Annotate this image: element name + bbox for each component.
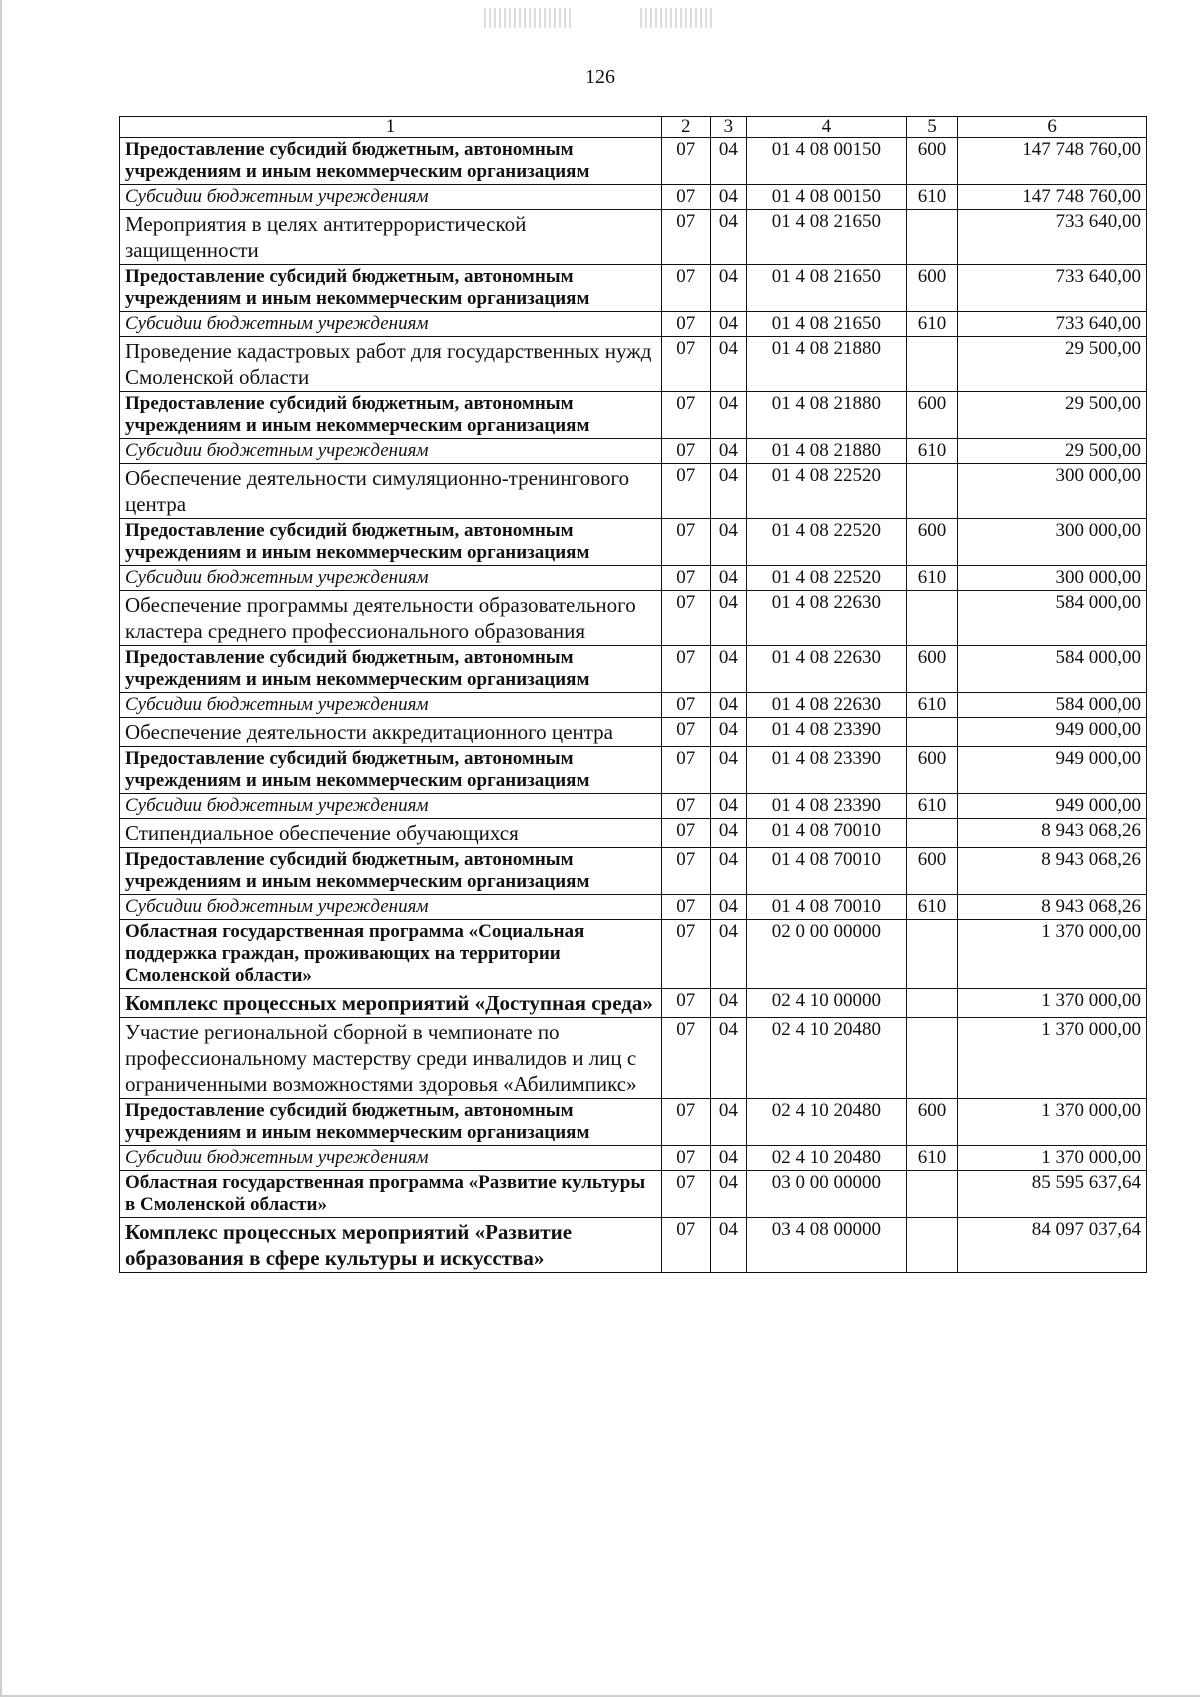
section-code-cell: 07 [662,1218,710,1273]
amount-cell: 949 000,00 [958,794,1147,819]
target-article-cell: 02 4 10 20480 [747,1018,906,1099]
subsection-code-cell: 04 [710,1018,747,1099]
row-name-cell: Участие региональной сборной в чемпионате по профессиональному мастерству среди инвалидов и лиц с ограниченными возможностями здоровья «Абилимпикс» [120,1018,662,1099]
expense-type-cell [906,989,958,1018]
target-article-cell: 01 4 08 22630 [747,646,906,693]
target-article-cell: 02 0 00 00000 [747,920,906,989]
target-article-cell: 01 4 08 22630 [747,591,906,646]
expense-type-cell [906,210,958,265]
section-code-cell: 07 [662,138,710,185]
scan-edge-left [0,0,2,1697]
target-article-cell: 02 4 10 20480 [747,1099,906,1146]
table-row [120,1218,1147,1273]
amount-cell: 1 370 000,00 [958,1099,1147,1146]
table-row [120,138,1147,185]
stamp-mark-left [484,8,574,28]
amount-cell: 29 500,00 [958,439,1147,464]
table-row [120,392,1147,439]
header-col-5: 5 [906,117,958,138]
target-article-cell: 03 4 08 00000 [747,1218,906,1273]
target-article-cell: 01 4 08 22520 [747,519,906,566]
section-code-cell: 07 [662,210,710,265]
target-article-cell: 01 4 08 00150 [747,185,906,210]
expense-type-cell [906,819,958,848]
expense-type-cell: 600 [906,392,958,439]
target-article-cell: 02 4 10 20480 [747,1146,906,1171]
table-row [120,337,1147,392]
target-article-cell: 01 4 08 70010 [747,895,906,920]
table-row [120,1099,1147,1146]
row-name-cell: Субсидии бюджетным учреждениям [120,1146,662,1171]
row-name-cell: Предоставление субсидий бюджетным, автономным учреждениям и иным некоммерческим организациям [120,392,662,439]
amount-cell: 584 000,00 [958,591,1147,646]
header-col-2: 2 [662,117,710,138]
expense-type-cell: 610 [906,693,958,718]
section-code-cell: 07 [662,819,710,848]
section-code-cell: 07 [662,591,710,646]
amount-cell: 1 370 000,00 [958,1018,1147,1099]
table-row [120,819,1147,848]
expense-type-cell [906,464,958,519]
table-row [120,989,1147,1018]
section-code-cell: 07 [662,794,710,819]
row-name-cell: Предоставление субсидий бюджетным, автономным учреждениям и иным некоммерческим организациям [120,265,662,312]
subsection-code-cell: 04 [710,895,747,920]
target-article-cell: 01 4 08 70010 [747,848,906,895]
section-code-cell: 07 [662,747,710,794]
expense-type-cell [906,718,958,747]
subsection-code-cell: 04 [710,337,747,392]
amount-cell: 147 748 760,00 [958,138,1147,185]
section-code-cell: 07 [662,718,710,747]
section-code-cell: 07 [662,519,710,566]
expense-type-cell [906,1218,958,1273]
subsection-code-cell: 04 [710,848,747,895]
section-code-cell: 07 [662,185,710,210]
header-row [120,117,1147,138]
section-code-cell: 07 [662,1018,710,1099]
expense-type-cell: 600 [906,848,958,895]
row-name-cell: Субсидии бюджетным учреждениям [120,439,662,464]
row-name-cell: Субсидии бюджетным учреждениям [120,794,662,819]
target-article-cell: 01 4 08 21880 [747,337,906,392]
row-name-cell: Мероприятия в целях антитеррористической защищенности [120,210,662,265]
target-article-cell: 01 4 08 22520 [747,464,906,519]
row-name-cell: Предоставление субсидий бюджетным, автономным учреждениям и иным некоммерческим организациям [120,747,662,794]
amount-cell: 8 943 068,26 [958,895,1147,920]
amount-cell: 8 943 068,26 [958,848,1147,895]
table-row [120,185,1147,210]
subsection-code-cell: 04 [710,646,747,693]
section-code-cell: 07 [662,848,710,895]
row-name-cell: Предоставление субсидий бюджетным, автономным учреждениям и иным некоммерческим организациям [120,848,662,895]
subsection-code-cell: 04 [710,185,747,210]
expense-type-cell: 600 [906,265,958,312]
subsection-code-cell: 04 [710,794,747,819]
section-code-cell: 07 [662,989,710,1018]
expense-type-cell [906,1018,958,1099]
target-article-cell: 01 4 08 21650 [747,265,906,312]
amount-cell: 300 000,00 [958,519,1147,566]
table-row [120,210,1147,265]
target-article-cell: 03 0 00 00000 [747,1171,906,1218]
section-code-cell: 07 [662,1099,710,1146]
target-article-cell: 01 4 08 22520 [747,566,906,591]
expense-type-cell: 610 [906,185,958,210]
subsection-code-cell: 04 [710,718,747,747]
section-code-cell: 07 [662,920,710,989]
amount-cell: 300 000,00 [958,566,1147,591]
row-name-cell: Субсидии бюджетным учреждениям [120,693,662,718]
table-body [120,138,1147,1273]
target-article-cell: 01 4 08 23390 [747,747,906,794]
subsection-code-cell: 04 [710,1218,747,1273]
amount-cell: 85 595 637,64 [958,1171,1147,1218]
table-row [120,1018,1147,1099]
header-col-1: 1 [120,117,662,138]
stamp-mark-right [640,8,715,28]
expense-type-cell [906,591,958,646]
subsection-code-cell: 04 [710,519,747,566]
subsection-code-cell: 04 [710,265,747,312]
row-name-cell: Предоставление субсидий бюджетным, автономным учреждениям и иным некоммерческим организациям [120,646,662,693]
amount-cell: 733 640,00 [958,210,1147,265]
table-row [120,718,1147,747]
table-row [120,895,1147,920]
expense-type-cell: 600 [906,646,958,693]
section-code-cell: 07 [662,265,710,312]
page-number: 126 [585,66,615,88]
expense-type-cell: 610 [906,1146,958,1171]
expense-type-cell: 610 [906,312,958,337]
amount-cell: 300 000,00 [958,464,1147,519]
table-row [120,519,1147,566]
target-article-cell: 01 4 08 21880 [747,392,906,439]
header-col-3: 3 [710,117,747,138]
subsection-code-cell: 04 [710,439,747,464]
header-col-4: 4 [747,117,906,138]
subsection-code-cell: 04 [710,819,747,848]
subsection-code-cell: 04 [710,591,747,646]
row-name-cell: Проведение кадастровых работ для государственных нужд Смоленской области [120,337,662,392]
amount-cell: 949 000,00 [958,747,1147,794]
subsection-code-cell: 04 [710,312,747,337]
expense-type-cell: 610 [906,895,958,920]
subsection-code-cell: 04 [710,920,747,989]
amount-cell: 29 500,00 [958,392,1147,439]
section-code-cell: 07 [662,895,710,920]
expense-type-cell: 600 [906,138,958,185]
budget-table [119,116,1147,1273]
subsection-code-cell: 04 [710,392,747,439]
expense-type-cell: 610 [906,566,958,591]
section-code-cell: 07 [662,693,710,718]
expense-type-cell: 600 [906,519,958,566]
row-name-cell: Комплекс процессных мероприятий «Развитие образования в сфере культуры и искусства» [120,1218,662,1273]
row-name-cell: Субсидии бюджетным учреждениям [120,895,662,920]
row-name-cell: Обеспечение деятельности аккредитационного центра [120,718,662,747]
amount-cell: 733 640,00 [958,312,1147,337]
table-row [120,464,1147,519]
subsection-code-cell: 04 [710,464,747,519]
section-code-cell: 07 [662,646,710,693]
table-row [120,693,1147,718]
expense-type-cell: 610 [906,794,958,819]
table-row [120,646,1147,693]
section-code-cell: 07 [662,464,710,519]
section-code-cell: 07 [662,439,710,464]
subsection-code-cell: 04 [710,138,747,185]
row-name-cell: Субсидии бюджетным учреждениям [120,566,662,591]
section-code-cell: 07 [662,312,710,337]
subsection-code-cell: 04 [710,566,747,591]
table-row [120,1171,1147,1218]
row-name-cell: Обеспечение программы деятельности образовательного кластера среднего профессионального образования [120,591,662,646]
target-article-cell: 01 4 08 21880 [747,439,906,464]
section-code-cell: 07 [662,566,710,591]
target-article-cell: 01 4 08 23390 [747,718,906,747]
expense-type-cell: 600 [906,1099,958,1146]
table-row [120,591,1147,646]
target-article-cell: 02 4 10 00000 [747,989,906,1018]
subsection-code-cell: 04 [710,210,747,265]
table-row [120,747,1147,794]
row-name-cell: Обеспечение деятельности симуляционно-тренингового центра [120,464,662,519]
row-name-cell: Субсидии бюджетным учреждениям [120,312,662,337]
amount-cell: 1 370 000,00 [958,920,1147,989]
expense-type-cell [906,337,958,392]
target-article-cell: 01 4 08 21650 [747,210,906,265]
section-code-cell: 07 [662,392,710,439]
table-row [120,920,1147,989]
section-code-cell: 07 [662,337,710,392]
expense-type-cell: 600 [906,747,958,794]
subsection-code-cell: 04 [710,1146,747,1171]
target-article-cell: 01 4 08 70010 [747,819,906,848]
amount-cell: 733 640,00 [958,265,1147,312]
row-name-cell: Субсидии бюджетным учреждениям [120,185,662,210]
amount-cell: 949 000,00 [958,718,1147,747]
amount-cell: 147 748 760,00 [958,185,1147,210]
subsection-code-cell: 04 [710,747,747,794]
header-col-6: 6 [958,117,1147,138]
row-name-cell: Областная государственная программа «Развитие культуры в Смоленской области» [120,1171,662,1218]
target-article-cell: 01 4 08 22630 [747,693,906,718]
amount-cell: 84 097 037,64 [958,1218,1147,1273]
target-article-cell: 01 4 08 21650 [747,312,906,337]
target-article-cell: 01 4 08 00150 [747,138,906,185]
subsection-code-cell: 04 [710,989,747,1018]
amount-cell: 584 000,00 [958,646,1147,693]
table-row [120,848,1147,895]
row-name-cell: Предоставление субсидий бюджетным, автономным учреждениям и иным некоммерческим организациям [120,1099,662,1146]
section-code-cell: 07 [662,1171,710,1218]
section-code-cell: 07 [662,1146,710,1171]
row-name-cell: Предоставление субсидий бюджетным, автономным учреждениям и иным некоммерческим организациям [120,138,662,185]
table-row [120,794,1147,819]
amount-cell: 1 370 000,00 [958,1146,1147,1171]
expense-type-cell [906,920,958,989]
amount-cell: 1 370 000,00 [958,989,1147,1018]
amount-cell: 29 500,00 [958,337,1147,392]
subsection-code-cell: 04 [710,693,747,718]
table-row [120,265,1147,312]
row-name-cell: Предоставление субсидий бюджетным, автономным учреждениям и иным некоммерческим организациям [120,519,662,566]
row-name-cell: Комплекс процессных мероприятий «Доступная среда» [120,989,662,1018]
amount-cell: 8 943 068,26 [958,819,1147,848]
expense-type-cell [906,1171,958,1218]
table-row [120,566,1147,591]
amount-cell: 584 000,00 [958,693,1147,718]
row-name-cell: Стипендиальное обеспечение обучающихся [120,819,662,848]
table-row [120,439,1147,464]
table-row [120,312,1147,337]
subsection-code-cell: 04 [710,1171,747,1218]
table-row [120,1146,1147,1171]
target-article-cell: 01 4 08 23390 [747,794,906,819]
row-name-cell: Областная государственная программа «Социальная поддержка граждан, проживающих на территории Смоленской области» [120,920,662,989]
expense-type-cell: 610 [906,439,958,464]
subsection-code-cell: 04 [710,1099,747,1146]
